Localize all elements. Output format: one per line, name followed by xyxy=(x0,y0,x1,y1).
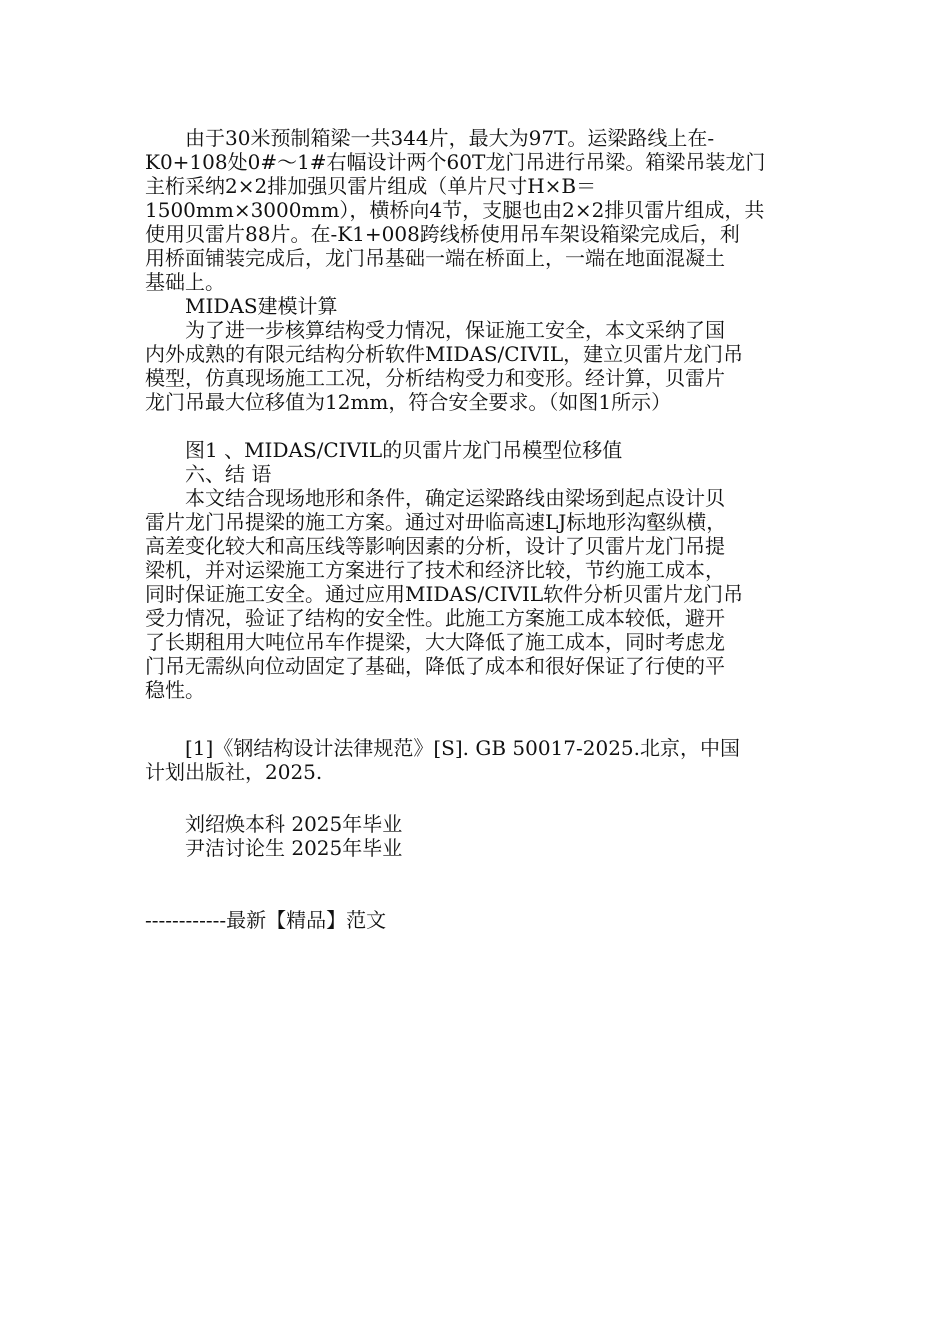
text-line: 基础上。 xyxy=(145,270,225,294)
text-line: K0+108处0#～1#右幅设计两个60T龙门吊进行吊梁。箱梁吊装龙门 xyxy=(145,150,766,174)
reference-entry: 计划出版社，2025. xyxy=(145,760,323,784)
text-line: 由于30米预制箱梁一共344片，最大为97T。运梁路线上在- xyxy=(145,126,715,150)
text-line: 主桁采纳2×2排加强贝雷片组成（单片尺寸H×B＝ xyxy=(145,174,597,198)
text-line: 了长期租用大吨位吊车作提梁，大大降低了施工成本，同时考虑龙 xyxy=(145,630,725,654)
text-line: 使用贝雷片88片。在-K1+008跨线桥使用吊车架设箱梁完成后，利 xyxy=(145,222,740,246)
author-line: 尹洁讨论生 2025年毕业 xyxy=(145,836,403,860)
section-heading: 六、结 语 xyxy=(145,462,272,486)
author-line: 刘绍焕本科 2025年毕业 xyxy=(145,812,403,836)
section-heading: MIDAS建模计算 xyxy=(145,294,338,318)
text-line: 本文结合现场地形和条件，确定运梁路线由梁场到起点设计贝 xyxy=(145,486,725,510)
text-line: 雷片龙门吊提梁的施工方案。通过对毌临高速LJ标地形沟壑纵横， xyxy=(145,510,727,534)
text-line: 受力情况，验证了结构的安全性。此施工方案施工成本较低，避开 xyxy=(145,606,725,630)
text-line: 同时保证施工安全。通过应用MIDAS/CIVIL软件分析贝雷片龙门吊 xyxy=(145,582,744,606)
text-line: 稳性。 xyxy=(145,678,205,702)
text-line: 龙门吊最大位移值为12mm，符合安全要求。（如图1所示） xyxy=(145,390,672,414)
footer-banner: ------------最新【精品】范文 xyxy=(145,908,387,932)
text-line: 用桥面铺装完成后，龙门吊基础一端在桥面上，一端在地面混凝土 xyxy=(145,246,725,270)
text-line: 门吊无需纵向位动固定了基础，降低了成本和很好保证了行使的平 xyxy=(145,654,725,678)
figure-caption: 图1 、MIDAS/CIVIL的贝雷片龙门吊模型位移值 xyxy=(145,438,623,462)
text-line: 模型，仿真现场施工工况，分析结构受力和变形。经计算，贝雷片 xyxy=(145,366,725,390)
reference-entry: [1]《钢结构设计法律规范》[S]. GB 50017-2025.北京，中国 xyxy=(145,736,741,760)
text-line: 为了进一步核算结构受力情况，保证施工安全，本文采纳了国 xyxy=(145,318,725,342)
text-line: 高差变化较大和高压线等影响因素的分析，设计了贝雷片龙门吊提 xyxy=(145,534,725,558)
text-line: 梁机，并对运梁施工方案进行了技术和经济比较，节约施工成本， xyxy=(145,558,725,582)
text-line: 1500mm×3000mm），横桥向4节，支腿也由2×2排贝雷片组成，共 xyxy=(145,198,765,222)
text-line: 内外成熟的有限元结构分析软件MIDAS/CIVIL，建立贝雷片龙门吊 xyxy=(145,342,744,366)
